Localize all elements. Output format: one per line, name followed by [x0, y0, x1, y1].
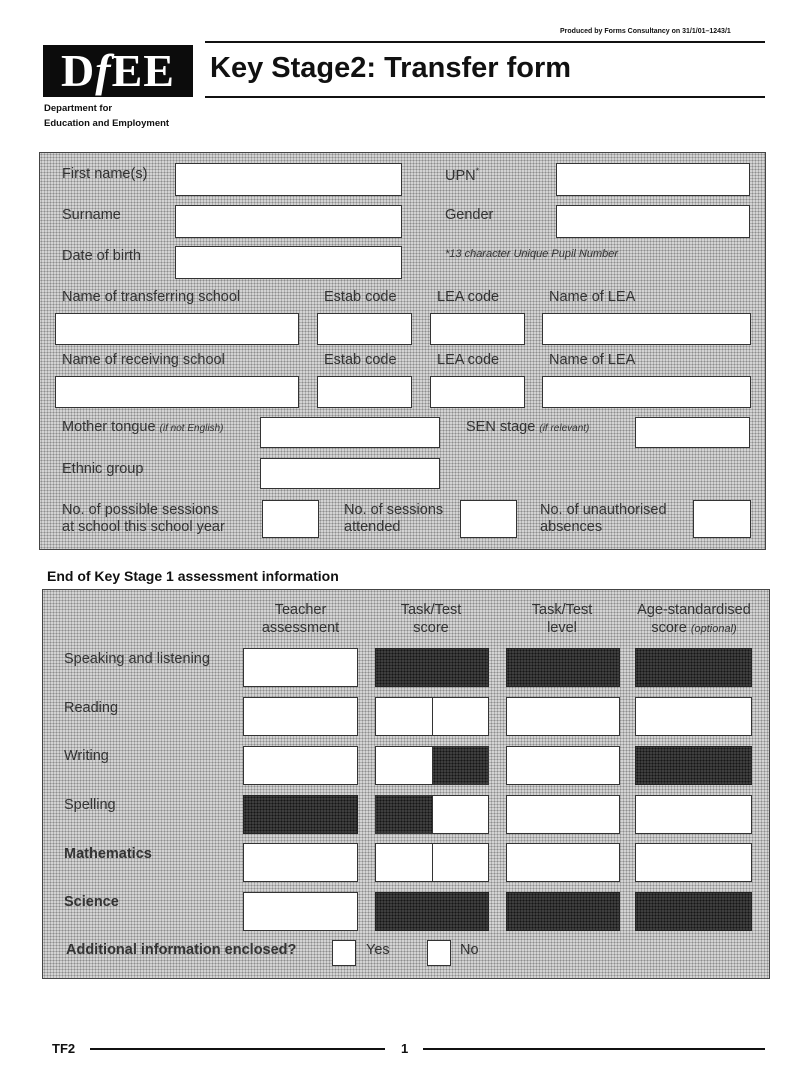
surname-label: Surname: [62, 207, 121, 223]
receiving-lea-code-field[interactable]: [430, 376, 525, 408]
possible-sessions-label: No. of possible sessions at school this school year: [62, 502, 225, 535]
footer-rule-right: [423, 1048, 765, 1050]
science-age-shaded: [635, 892, 752, 931]
row-reading-label: Reading: [64, 700, 119, 716]
receiving-lea-name-label: Name of LEA: [549, 352, 636, 368]
spelling-score-field[interactable]: [375, 795, 489, 834]
speaking-teacher-field[interactable]: [243, 648, 358, 687]
writing-age-shaded: [635, 746, 752, 785]
sessions-attended-field[interactable]: [460, 500, 517, 538]
transferring-estab-code-field[interactable]: [317, 313, 412, 345]
unauthorised-absences-label: No. of unauthorised absences: [540, 502, 667, 535]
writing-teacher-field[interactable]: [243, 746, 358, 785]
page-title: Key Stage2: Transfer form: [210, 52, 572, 84]
header-rule-bottom: [205, 96, 765, 98]
science-teacher-field[interactable]: [243, 892, 358, 931]
row-science-label: Science: [64, 894, 119, 910]
additional-yes-label: Yes: [366, 942, 390, 958]
mathematics-level-field[interactable]: [506, 843, 620, 882]
additional-no-label: No: [460, 942, 479, 958]
spelling-level-field[interactable]: [506, 795, 620, 834]
unauthorised-absences-field[interactable]: [693, 500, 751, 538]
transferring-lea-code-label: LEA code: [437, 289, 500, 305]
mother-tongue-field[interactable]: [260, 417, 440, 448]
receiving-lea-code-label: LEA code: [437, 352, 500, 368]
sen-stage-field[interactable]: [635, 417, 750, 448]
dob-label: Date of birth: [62, 248, 141, 264]
surname-field[interactable]: [175, 205, 402, 238]
speaking-age-shaded: [635, 648, 752, 687]
department-name: Department for Education and Employment: [44, 103, 170, 129]
gender-field[interactable]: [556, 205, 750, 238]
row-writing-label: Writing: [64, 748, 109, 764]
col-task-test-score: Task/Test score: [400, 602, 462, 636]
reading-age-field[interactable]: [635, 697, 752, 736]
speaking-score-shaded: [375, 648, 489, 687]
transferring-lea-name-label: Name of LEA: [549, 289, 636, 305]
receiving-school-field[interactable]: [55, 376, 299, 408]
row-spelling-label: Spelling: [64, 797, 116, 813]
mathematics-age-field[interactable]: [635, 843, 752, 882]
ks1-section-heading: End of Key Stage 1 assessment information: [47, 568, 339, 584]
sen-stage-label: SEN stage (if relevant): [466, 419, 590, 435]
gender-label: Gender: [445, 207, 494, 223]
first-name-field[interactable]: [175, 163, 402, 196]
receiving-school-label: Name of receiving school: [62, 352, 225, 368]
mathematics-teacher-field[interactable]: [243, 843, 358, 882]
transferring-estab-code-label: Estab code: [324, 289, 397, 305]
row-speaking-label: Speaking and listening: [64, 651, 210, 667]
transferring-lea-name-field[interactable]: [542, 313, 751, 345]
first-name-label: First name(s): [62, 166, 148, 182]
transferring-lea-code-field[interactable]: [430, 313, 525, 345]
col-teacher-assessment: Teacher assessment: [261, 602, 340, 636]
writing-level-field[interactable]: [506, 746, 620, 785]
receiving-estab-code-label: Estab code: [324, 352, 397, 368]
reading-score-field[interactable]: [375, 697, 489, 736]
science-score-shaded: [375, 892, 489, 931]
science-level-shaded: [506, 892, 620, 931]
spelling-age-field[interactable]: [635, 795, 752, 834]
mother-tongue-label: Mother tongue (if not English): [62, 419, 224, 435]
reading-teacher-field[interactable]: [243, 697, 358, 736]
form-code: TF2: [52, 1041, 76, 1056]
page-number: 1: [401, 1041, 409, 1056]
spelling-teacher-shaded: [243, 795, 358, 834]
ethnic-group-field[interactable]: [260, 458, 440, 489]
speaking-level-shaded: [506, 648, 620, 687]
receiving-estab-code-field[interactable]: [317, 376, 412, 408]
upn-note: *13 character Unique Pupil Number: [445, 248, 619, 260]
mathematics-score-field[interactable]: [375, 843, 489, 882]
dfee-logo: D f EE: [43, 45, 193, 97]
col-age-standardised: Age-standardised score (optional): [637, 602, 751, 636]
footer-rule-left: [90, 1048, 385, 1050]
row-mathematics-label: Mathematics: [64, 846, 152, 862]
upn-label: UPN*: [445, 166, 480, 184]
header-rule-top: [205, 41, 765, 43]
produced-by-note: Produced by Forms Consultancy on 31/1/01–1243/1: [560, 28, 731, 35]
possible-sessions-field[interactable]: [262, 500, 319, 538]
additional-info-label: Additional information enclosed?: [66, 942, 297, 958]
dob-field[interactable]: [175, 246, 402, 279]
additional-yes-checkbox[interactable]: [332, 940, 356, 966]
receiving-lea-name-field[interactable]: [542, 376, 751, 408]
sessions-attended-label: No. of sessions attended: [344, 502, 444, 535]
transferring-school-label: Name of transferring school: [62, 289, 241, 305]
reading-level-field[interactable]: [506, 697, 620, 736]
transferring-school-field[interactable]: [55, 313, 299, 345]
upn-field[interactable]: [556, 163, 750, 196]
writing-score-field[interactable]: [375, 746, 489, 785]
ethnic-group-label: Ethnic group: [62, 461, 144, 477]
additional-no-checkbox[interactable]: [427, 940, 451, 966]
col-task-test-level: Task/Test level: [531, 602, 593, 636]
